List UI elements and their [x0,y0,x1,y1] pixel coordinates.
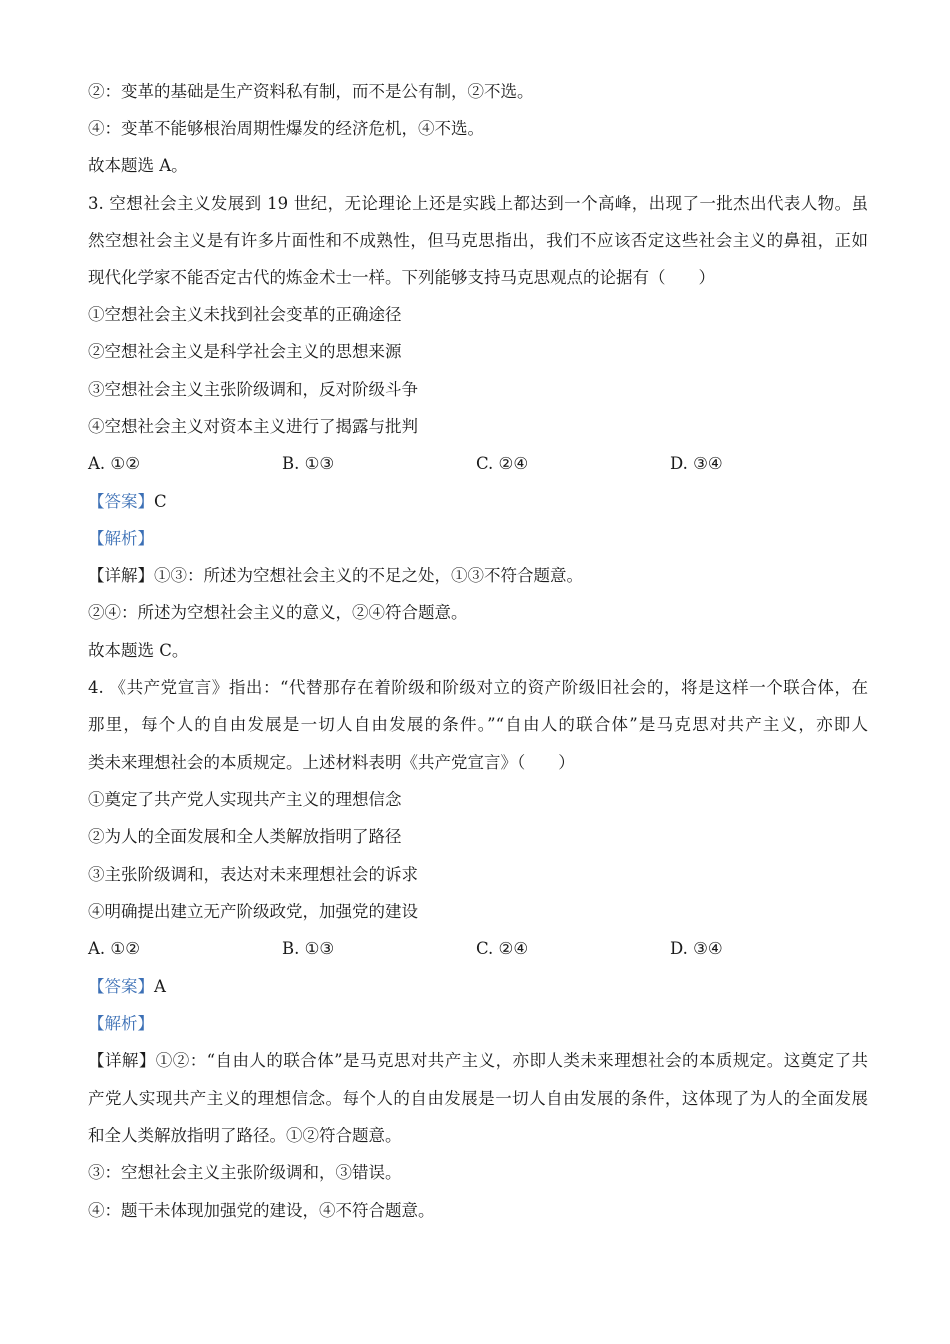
question-3-item: ②空想社会主义是科学社会主义的思想来源 [88,342,402,361]
question-4-stem: 类未来理想社会的本质规定。上述材料表明《共产党宣言》（ ） [88,753,575,772]
question-4-detail [88,1050,868,1072]
detail-tag: 【详解】 [88,566,154,585]
detail-text: ①②：“自由人的联合体”是马克思对共产主义，亦即人类未来理想社会的本质规定。这奠定了共 [155,1051,868,1070]
question-4-item: ②为人的全面发展和全人类解放指明了路径 [88,827,402,846]
question-4-detail: ④：题干未体现加强党的建设，④不符合题意。 [88,1201,435,1220]
question-4-stem: 4. 《共产党宣言》指出：“代替那存在着阶级和阶级对立的资产阶级旧社会的，将是这样一个联合体，在 [88,678,868,697]
option-d: D. ③④ [670,939,723,958]
question-3-detail [88,565,868,587]
option-c: C. ②④ [476,939,529,958]
question-3-stem: 然空想社会主义是有许多片面性和不成熟性，但马克思指出，我们不应该否定这些社会主义的鼻祖，正如 [88,231,868,250]
question-3-item: ③空想社会主义主张阶级调和，反对阶级斗争 [88,380,418,399]
question-3-options [88,453,868,475]
question-3-item: ④空想社会主义对资本主义进行了揭露与批判 [88,417,418,436]
question-4-detail: ③：空想社会主义主张阶级调和，③错误。 [88,1163,402,1182]
question-3-detail: ②④：所述为空想社会主义的意义，②④符合题意。 [88,603,468,622]
question-4-stem: 那里，每个人的自由发展是一切人自由发展的条件。”“自由人的联合体”是马克思对共产主义，亦即人 [88,715,868,734]
answer-value: A [154,977,166,996]
question-4-item: ③主张阶级调和，表达对未来理想社会的诉求 [88,865,418,884]
option-b: B. ①③ [282,939,335,958]
explanation-line: ②：变革的基础是生产资料私有制，而不是公有制，②不选。 [88,82,534,101]
answer-value: C [154,492,167,511]
option-b: B. ①③ [282,454,335,473]
answer-tag: 【答案】 [88,492,154,511]
option-c: C. ②④ [476,454,529,473]
option-a: A. ①② [88,454,140,473]
question-4-options [88,938,868,960]
conclusion-line: 故本题选 A。 [88,156,188,175]
conclusion-line: 故本题选 C。 [88,641,189,660]
detail-text: ①③：所述为空想社会主义的不足之处，①③不符合题意。 [154,566,583,585]
question-4-detail: 和全人类解放指明了路径。①②符合题意。 [88,1126,402,1145]
question-4-detail: 产党人实现共产主义的理想信念。每个人的自由发展是一切人自由发展的条件，这体现了为人的全面发展 [88,1089,868,1108]
analysis-tag: 【解析】 [88,529,154,548]
option-d: D. ③④ [670,454,723,473]
question-3-item: ①空想社会主义未找到社会变革的正确途径 [88,305,402,324]
question-3-stem: 现代化学家不能否定古代的炼金术士一样。下列能够支持马克思观点的论据有（ ） [88,268,715,287]
question-4-answer [88,976,868,998]
question-3-stem: 3. 空想社会主义发展到 19 世纪，无论理论上还是实践上都达到一个高峰，出现了一批杰出代表人物。虽 [88,194,868,213]
answer-tag: 【答案】 [88,977,154,996]
detail-tag: 【详解】 [88,1051,156,1070]
explanation-line: ④：变革不能够根治周期性爆发的经济危机，④不选。 [88,119,484,138]
option-a: A. ①② [88,939,140,958]
analysis-tag: 【解析】 [88,1014,154,1033]
question-3-answer [88,491,868,513]
question-4-item: ④明确提出建立无产阶级政党，加强党的建设 [88,902,418,921]
question-4-analysis-heading [88,1013,868,1035]
question-4-item: ①奠定了共产党人实现共产主义的理想信念 [88,790,402,809]
question-3-analysis-heading [88,528,868,550]
